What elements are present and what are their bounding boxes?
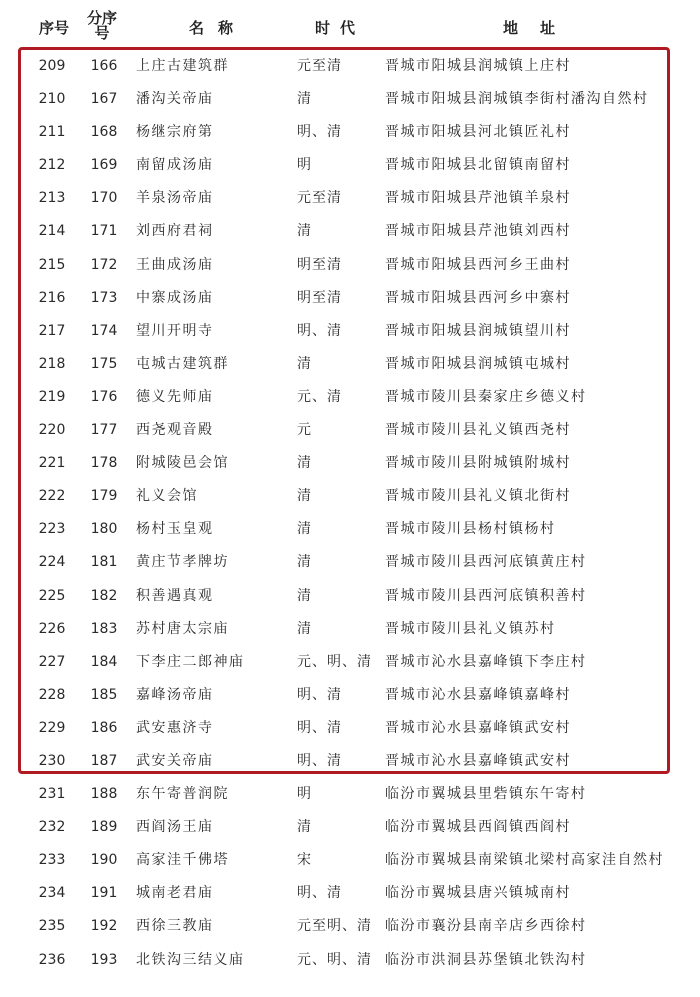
sub-seq-cell: 179 (90, 488, 118, 505)
table-row (0, 679, 700, 712)
address-cell: 晋城市陵川县礼义镇苏村 (385, 620, 556, 637)
seq-cell: 220 (38, 422, 66, 439)
era-cell: 清 (297, 819, 312, 836)
table-row (0, 414, 700, 447)
sub-seq-cell: 166 (90, 58, 118, 74)
address-cell: 晋城市阳城县河北镇匠礼村 (385, 124, 571, 141)
name-cell: 南留成汤庙 (136, 157, 214, 174)
address-cell: 晋城市陵川县礼义镇北街村 (385, 488, 571, 505)
table-row (0, 447, 700, 480)
era-cell: 明至清 (297, 256, 342, 273)
name-cell: 中寨成汤庙 (136, 289, 214, 306)
sub-seq-cell: 186 (90, 719, 118, 736)
address-cell: 临汾市洪洞县苏堡镇北铁沟村 (385, 951, 587, 968)
name-cell: 望川开明寺 (136, 322, 214, 339)
era-cell: 元 (297, 422, 312, 439)
era-cell: 明、清 (297, 885, 342, 902)
era-cell: 明至清 (297, 289, 342, 306)
address-cell: 晋城市陵川县西河底镇积善村 (385, 587, 587, 604)
table-header (0, 8, 700, 44)
sub-seq-cell: 174 (90, 322, 118, 339)
table-row (0, 83, 700, 116)
era-cell: 元、明、清 (297, 951, 372, 968)
seq-cell: 231 (38, 786, 66, 803)
era-cell: 元至明、清 (297, 918, 372, 935)
sub-seq-cell: 185 (90, 686, 118, 703)
seq-cell: 224 (38, 554, 66, 571)
table-row (0, 877, 700, 910)
address-cell: 临汾市翼城县西阎镇西阎村 (385, 819, 571, 836)
name-cell: 礼义会馆 (136, 488, 198, 505)
sub-seq-cell: 171 (90, 223, 118, 240)
seq-cell: 213 (38, 190, 66, 207)
name-cell: 下李庄二郎神庙 (136, 653, 245, 670)
address-cell: 晋城市阳城县西河乡王曲村 (385, 256, 571, 273)
address-cell: 临汾市翼城县唐兴镇城南村 (385, 885, 571, 902)
seq-cell: 218 (38, 355, 66, 372)
address-cell: 晋城市陵川县附城镇附城村 (385, 455, 571, 472)
table-row (0, 546, 700, 579)
address-cell: 晋城市阳城县芹池镇刘西村 (385, 223, 571, 240)
era-cell: 明 (297, 786, 312, 803)
address-cell: 晋城市沁水县嘉峰镇武安村 (385, 719, 571, 736)
table-row (0, 910, 700, 943)
seq-cell: 225 (38, 587, 66, 604)
sub-seq-cell: 172 (90, 256, 118, 273)
address-cell: 晋城市阳城县润城镇屯城村 (385, 355, 571, 372)
name-cell: 黄庄节孝牌坊 (136, 554, 229, 571)
era-cell: 明、清 (297, 752, 342, 769)
seq-cell: 221 (38, 455, 66, 472)
address-cell: 晋城市陵川县杨村镇杨村 (385, 521, 556, 538)
seq-cell: 209 (38, 58, 66, 74)
sub-seq-cell: 177 (90, 422, 118, 439)
sub-seq-cell: 184 (90, 653, 118, 670)
address-cell: 晋城市陵川县秦家庄乡德义村 (385, 388, 587, 405)
header-name: 名称 (188, 18, 247, 37)
era-cell: 明 (297, 157, 312, 174)
name-cell: 王曲成汤庙 (136, 256, 214, 273)
name-cell: 杨村玉皇观 (136, 521, 214, 538)
name-cell: 北铁沟三结义庙 (136, 951, 245, 968)
era-cell: 清 (297, 587, 312, 604)
address-cell: 晋城市陵川县西河底镇黄庄村 (385, 554, 587, 571)
sub-seq-cell: 190 (90, 852, 118, 869)
seq-cell: 222 (38, 488, 66, 505)
era-cell: 元、明、清 (297, 653, 372, 670)
name-cell: 西阎汤王庙 (136, 819, 214, 836)
name-cell: 东午寄普润院 (136, 786, 229, 803)
era-cell: 元至清 (297, 190, 342, 207)
sub-seq-cell: 180 (90, 521, 118, 538)
address-cell: 晋城市沁水县嘉峰镇下李庄村 (385, 653, 587, 670)
address-cell: 晋城市阳城县润城镇望川村 (385, 322, 571, 339)
address-cell: 临汾市襄汾县南辛店乡西徐村 (385, 918, 587, 935)
name-cell: 武安关帝庙 (136, 752, 214, 769)
address-cell: 晋城市沁水县嘉峰镇武安村 (385, 752, 571, 769)
seq-cell: 233 (38, 852, 66, 869)
address-cell: 晋城市阳城县润城镇上庄村 (385, 58, 571, 74)
sub-seq-cell: 178 (90, 455, 118, 472)
era-cell: 明、清 (297, 124, 342, 141)
sub-seq-cell: 193 (90, 951, 118, 968)
table-row (0, 215, 700, 248)
name-cell: 潘沟关帝庙 (136, 91, 214, 108)
name-cell: 高家洼千佛塔 (136, 852, 229, 869)
sub-seq-cell: 169 (90, 157, 118, 174)
seq-cell: 229 (38, 719, 66, 736)
seq-cell: 210 (38, 91, 66, 108)
header-address: 地址 (502, 18, 577, 37)
table-row (0, 944, 700, 977)
table-row (0, 646, 700, 679)
seq-cell: 223 (38, 521, 66, 538)
table-row (0, 513, 700, 546)
era-cell: 清 (297, 488, 312, 505)
seq-cell: 232 (38, 819, 66, 836)
table-body (0, 50, 700, 977)
seq-cell: 235 (38, 918, 66, 935)
name-cell: 城南老君庙 (136, 885, 214, 902)
table-row (0, 778, 700, 811)
table-row (0, 613, 700, 646)
era-cell: 明、清 (297, 719, 342, 736)
seq-cell: 217 (38, 322, 66, 339)
era-cell: 清 (297, 455, 312, 472)
header-era: 时代 (314, 18, 365, 37)
table-row (0, 116, 700, 149)
seq-cell: 214 (38, 223, 66, 240)
name-cell: 刘西府君祠 (136, 223, 214, 240)
address-cell: 临汾市翼城县里砦镇东午寄村 (385, 786, 587, 803)
sub-seq-cell: 168 (90, 124, 118, 141)
name-cell: 西尧观音殿 (136, 422, 214, 439)
address-cell: 临汾市翼城县南梁镇北梁村高家洼自然村 (385, 852, 664, 869)
sub-seq-cell: 192 (90, 918, 118, 935)
name-cell: 附城陵邑会馆 (136, 455, 229, 472)
seq-cell: 215 (38, 256, 66, 273)
table-row (0, 249, 700, 282)
address-cell: 晋城市陵川县礼义镇西尧村 (385, 422, 571, 439)
sub-seq-cell: 181 (90, 554, 118, 571)
sub-seq-cell: 183 (90, 620, 118, 637)
sub-seq-cell: 189 (90, 819, 118, 836)
address-cell: 晋城市阳城县西河乡中寨村 (385, 289, 571, 306)
era-cell: 宋 (297, 852, 312, 869)
era-cell: 清 (297, 223, 312, 240)
address-cell: 晋城市阳城县芹池镇羊泉村 (385, 190, 571, 207)
header-sub-seq (80, 8, 124, 44)
seq-cell: 219 (38, 388, 66, 405)
table-row (0, 282, 700, 315)
name-cell: 武安惠济寺 (136, 719, 214, 736)
table-row (0, 480, 700, 513)
name-cell: 苏村唐太宗庙 (136, 620, 229, 637)
name-cell: 嘉峰汤帝庙 (136, 686, 214, 703)
sub-seq-cell: 167 (90, 91, 118, 108)
table-row (0, 811, 700, 844)
seq-cell: 226 (38, 620, 66, 637)
seq-cell: 234 (38, 885, 66, 902)
era-cell: 元至清 (297, 58, 342, 74)
table-row (0, 315, 700, 348)
table-row (0, 844, 700, 877)
header-sub-line2: 号 (94, 24, 110, 42)
name-cell: 羊泉汤帝庙 (136, 190, 214, 207)
era-cell: 清 (297, 355, 312, 372)
table-row (0, 348, 700, 381)
table-row (0, 745, 700, 778)
seq-cell: 212 (38, 157, 66, 174)
table-row (0, 580, 700, 613)
name-cell: 杨继宗府第 (136, 124, 214, 141)
seq-cell: 230 (38, 752, 66, 769)
seq-cell: 228 (38, 686, 66, 703)
era-cell: 清 (297, 554, 312, 571)
table-row (0, 381, 700, 414)
sub-seq-cell: 173 (90, 289, 118, 306)
era-cell: 清 (297, 620, 312, 637)
seq-cell: 227 (38, 653, 66, 670)
sub-seq-cell: 176 (90, 388, 118, 405)
table-row (0, 50, 700, 83)
seq-cell: 211 (38, 124, 66, 141)
name-cell: 上庄古建筑群 (136, 58, 229, 74)
name-cell: 德义先师庙 (136, 388, 214, 405)
header-seq: 序号 (38, 18, 69, 37)
era-cell: 明、清 (297, 322, 342, 339)
address-cell: 晋城市阳城县北留镇南留村 (385, 157, 571, 174)
name-cell: 屯城古建筑群 (136, 355, 229, 372)
era-cell: 元、清 (297, 388, 342, 405)
sub-seq-cell: 187 (90, 752, 118, 769)
table-row (0, 149, 700, 182)
sub-seq-cell: 191 (90, 885, 118, 902)
sub-seq-cell: 170 (90, 190, 118, 207)
table-row (0, 182, 700, 215)
era-cell: 明、清 (297, 686, 342, 703)
sub-seq-cell: 182 (90, 587, 118, 604)
address-cell: 晋城市阳城县润城镇李街村潘沟自然村 (385, 91, 649, 108)
seq-cell: 236 (38, 951, 66, 968)
table-row (0, 712, 700, 745)
seq-cell: 216 (38, 289, 66, 306)
address-cell: 晋城市沁水县嘉峰镇嘉峰村 (385, 686, 571, 703)
era-cell: 清 (297, 521, 312, 538)
era-cell: 清 (297, 91, 312, 108)
sub-seq-cell: 175 (90, 355, 118, 372)
name-cell: 西徐三教庙 (136, 918, 214, 935)
header-sub-line1: 分序 (86, 9, 117, 27)
name-cell: 积善遇真观 (136, 587, 214, 604)
sub-seq-cell: 188 (90, 786, 118, 803)
